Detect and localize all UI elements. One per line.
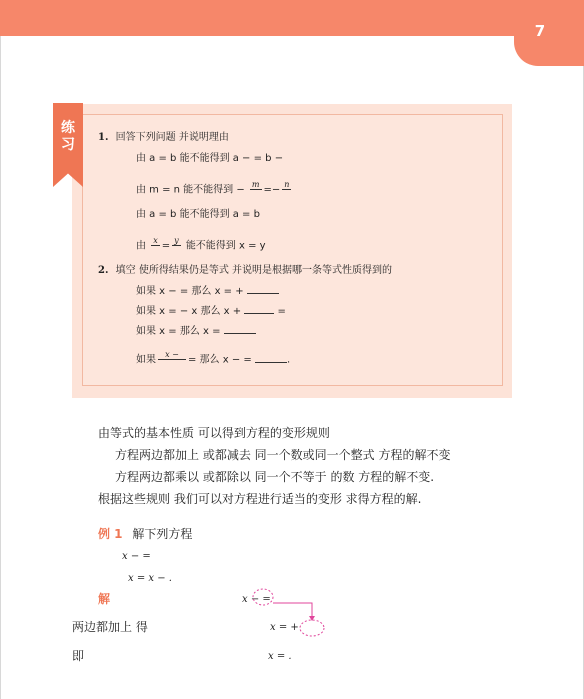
q2-blank-2[interactable] (244, 313, 274, 314)
q2-item-3 (136, 325, 256, 339)
solution-label: 解 (98, 592, 111, 606)
example-label: 例 1 (98, 527, 123, 541)
q1-number: 1. (98, 132, 109, 143)
q2-item-4: 如果 x − = 那么 x − = . (136, 350, 290, 369)
q2-number: 2. (98, 265, 109, 276)
q1-prompt (98, 131, 229, 145)
rule-1: 方程两边都加上 或都减去 同一个数或同一个整式 方程的解不变 (115, 448, 451, 462)
solution-equation: x − = (242, 594, 271, 605)
rules-conclusion: 根据这些规则 我们可以对方程进行适当的变形 求得方程的解. (98, 492, 422, 506)
q1-fraction-n: n (284, 180, 290, 189)
q1-item-4 (136, 236, 266, 255)
q2-item-3-text: 如果 x = 那么 x = (136, 326, 221, 337)
q2-item-4-text: = 那么 x − = (188, 354, 252, 366)
q1-fraction-y: y (174, 236, 179, 245)
exercise-tag-char: 习 (61, 137, 75, 153)
step-label: 两边都加上 得 (72, 620, 148, 634)
q2-item-4-prefix: 如果 (136, 354, 156, 366)
q2-fraction: x − (158, 350, 186, 369)
q1-item-1 (136, 152, 283, 166)
q1-fraction-x: x (153, 236, 158, 245)
q1-fraction-m: m (251, 180, 260, 189)
rules-intro: 由等式的基本性质 可以得到方程的变形规则 (98, 426, 330, 440)
rule-2: 方程两边都乘以 或都除以 同一个不等于 的数 方程的解不变. (115, 470, 435, 484)
q1-item-1-text: 由 a = b 能不能得到 a − = b − (136, 153, 284, 164)
exercise-tag-label (53, 120, 83, 154)
transfer-arrow (273, 603, 312, 617)
q1-prompt-text: 回答下列问题 并说明理由 (115, 132, 229, 143)
q1-item-2-text: 由 m = n 能不能得到 − (136, 184, 245, 196)
example-equation-2: x = x − . (128, 573, 172, 584)
q1-item-3 (136, 208, 260, 222)
q2-prompt (98, 264, 392, 278)
q2-item-2-tail: = (277, 306, 286, 317)
q2-item-1 (136, 285, 279, 299)
q1-item-4-text: 能不能得到 x = y (185, 240, 266, 252)
example-equation-1: x − = (122, 551, 151, 562)
exercise-tag-text (53, 120, 83, 154)
q2-item-2 (136, 305, 286, 319)
q1-item-2 (136, 180, 293, 199)
so-label: 即 (72, 649, 85, 663)
step-equation: x = + (270, 622, 299, 633)
example-title: 解下列方程 (132, 527, 193, 541)
page-number: 7 (534, 22, 546, 40)
q1-item-2-eq: =− (263, 184, 281, 196)
q1-item-3-text: 由 a = b 能不能得到 a = b (136, 209, 260, 220)
page-edge-left (0, 0, 1, 699)
example-heading (98, 526, 192, 542)
dashed-circle-source (253, 589, 273, 605)
q1-item-4-eq: = (161, 240, 171, 252)
final-equation: x = . (268, 651, 292, 662)
q2-blank-4[interactable] (255, 362, 287, 363)
q2-item-2-text: 如果 x = − x 那么 x + (136, 306, 242, 317)
exercise-tag-char: 练 (61, 120, 75, 136)
q2-item-1-text: 如果 x − = 那么 x = + (136, 286, 244, 297)
q2-blank-3[interactable] (224, 333, 256, 334)
header-bar (0, 0, 584, 36)
q2-blank-1[interactable] (247, 293, 279, 294)
q2-prompt-text: 填空 使所得结果仍是等式 并说明是根据哪一条等式性质得到的 (115, 265, 392, 276)
dashed-circle-target (300, 620, 324, 636)
q1-item-4-prefix: 由 (136, 240, 146, 252)
